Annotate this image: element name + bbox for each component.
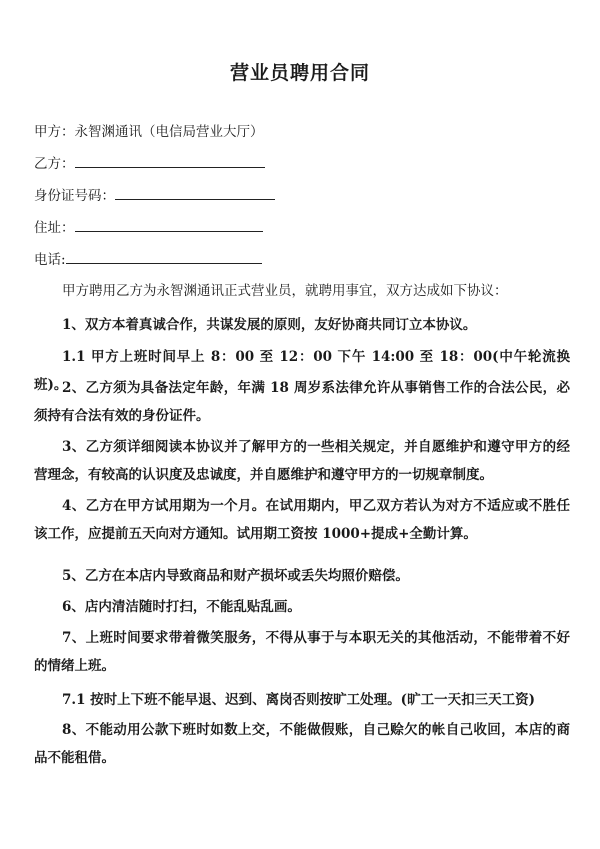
clause-4: 4、乙方在甲方试用期为一个月。在试用期内，甲乙双方若认为对方不适应或不胜任该工作，应提前五天向对方通知。试用期工资按 1000+提成+全勤计算。	[34, 498, 570, 542]
clause-1: 1、双方本着真诚合作，共谋发展的原则，友好协商共同订立本协议。	[62, 317, 477, 333]
id-number-line	[34, 185, 275, 206]
clause-8: 8、不能动用公款下班时如数上交，不能做假账，自己赊欠的帐自己收回，本店的商品不能租借。	[34, 722, 570, 766]
phone-blank	[66, 249, 262, 264]
party-b-line	[34, 153, 265, 174]
clause-7: 7、上班时间要求带着微笑服务，不得从事于与本职无关的其他活动，不能带着不好的情绪上班。	[34, 630, 570, 674]
address-label: 住址：	[34, 220, 75, 236]
phone-line	[34, 249, 262, 270]
document-title: 营业员聘用合同	[229, 62, 370, 84]
party-b-label: 乙方：	[34, 156, 75, 172]
clause-6: 6、店内清洁随时打扫，不能乱贴乱画。	[62, 599, 301, 615]
id-number-blank	[115, 185, 275, 200]
party-a-line: 甲方：永智渊通讯（电信局营业大厅）	[34, 124, 264, 140]
address-blank	[75, 217, 263, 232]
clause-1-1: 1.1 甲方上班时间早上 8：00 至 12：00 下午 14:00 至 18：00(中午轮流换班)。	[34, 349, 570, 393]
address-line	[34, 217, 263, 238]
clause-3: 3、乙方须详细阅读本协议并了解甲方的一些相关规定，并自愿维护和遵守甲方的经营理念，有较高的认识度及忠诚度，并自愿维护和遵守甲方的一切规章制度。	[34, 439, 570, 483]
clause-2: 2、乙方须为具备法定年龄，年满 18 周岁系法律允许从事销售工作的合法公民，必须持有合法有效的身份证件。	[34, 380, 570, 424]
clause-7-1: 7.1 按时上下班不能早退、迟到、离岗否则按旷工处理。(旷工一天扣三天工资)	[62, 692, 535, 708]
party-b-blank	[75, 153, 265, 168]
clause-5: 5、乙方在本店内导致商品和财产损坏或丢失均照价赔偿。	[62, 568, 409, 584]
clause-intro: 甲方聘用乙方为永智渊通讯正式营业员，就聘用事宜，双方达成如下协议：	[62, 283, 508, 299]
phone-label: 电话:	[34, 252, 66, 268]
id-number-label: 身份证号码：	[34, 188, 115, 204]
